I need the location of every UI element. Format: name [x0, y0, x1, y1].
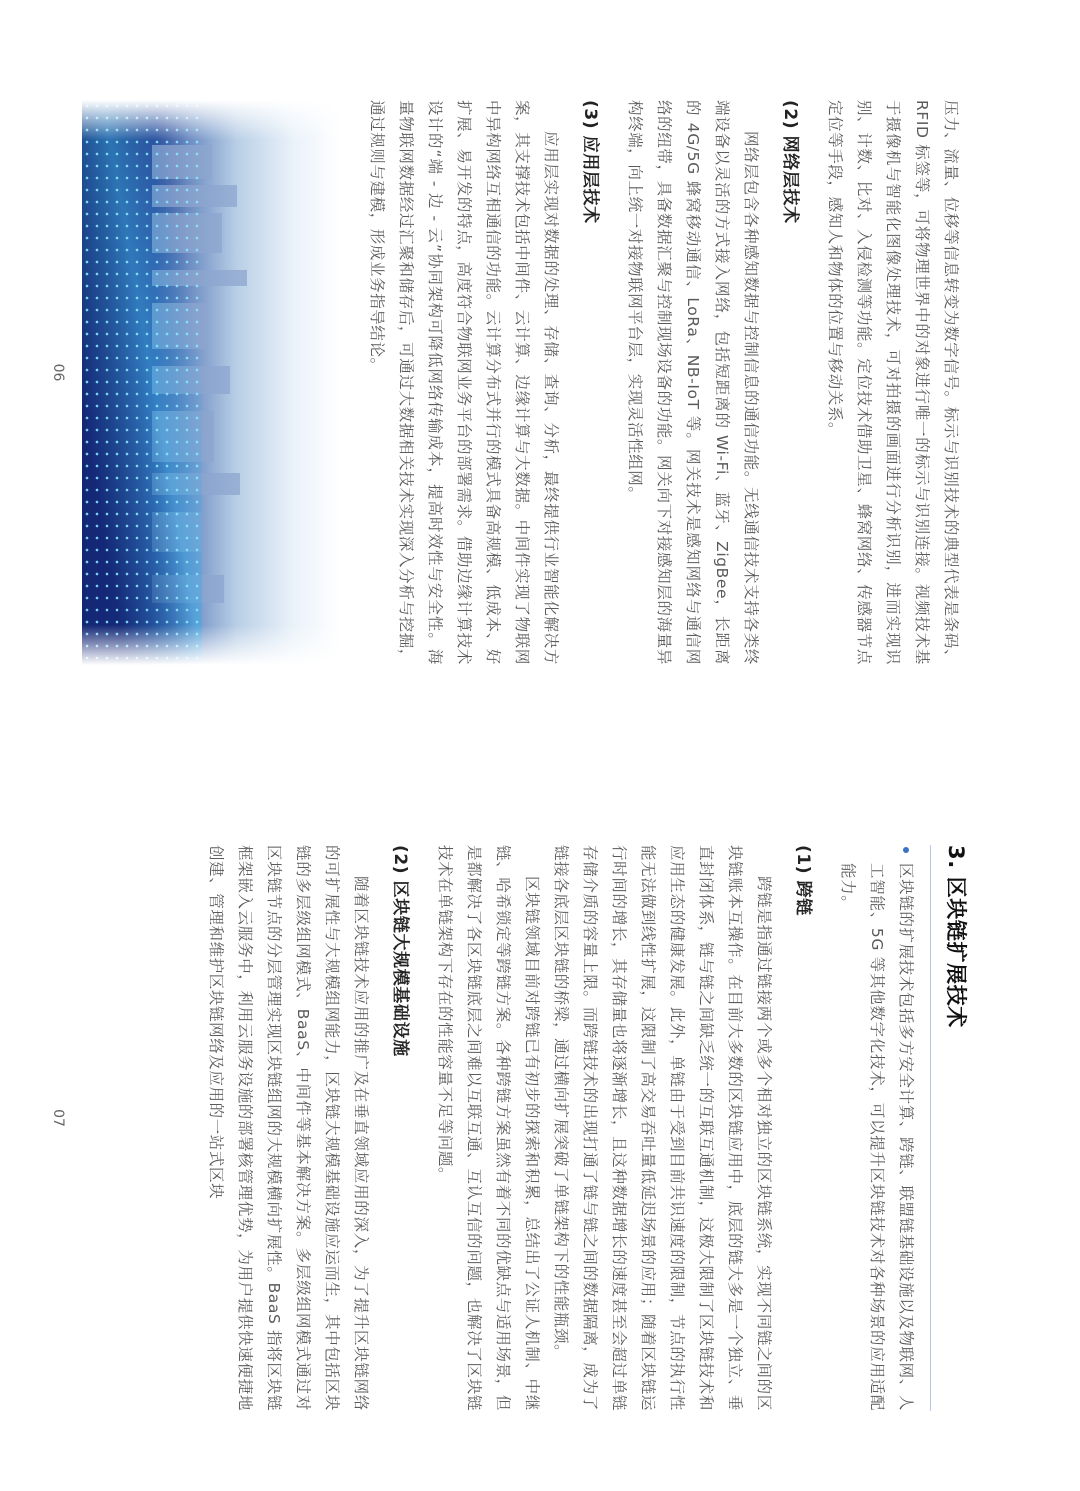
- network-mesh-graphic: [82, 100, 202, 665]
- infrastructure-body: 随着区块链技术应用的推广及在垂直领域应用的深入，为了提升区块链网络的可扩展性与大规模组网能力，区块链大规模基础设施应运而生，其中包括区块链的多层级组网模式、BaaS、中间件等基本解决方案。多层级组网模式通过对区块链节点的分层管理实现区块链组网的大规模横向扩展性。BaaS 指将区块链框架嵌入云服务中，利用云服务设施的部署核管理优势，为用户提供快速便捷地创建、管理和维护区块链网络及应用的一站式区块: [207, 845, 370, 1411]
- network-layer-body: 网络层包含各种感知数据与控制信息的通信功能。无线通信技术支持各类终端设备以灵活的方式接入网络，包括短距离的 Wi-Fi、蓝牙、ZigBee，长距离的 4G/5G 蜂窝移动通信、LoRa、NB-IoT 等。网关技术是感知网络与通信网络的纽带，具备数据汇聚与控制现场设备的功能。网关向下对接感知层的海量异构终端，向上统一对接物联网平台层，实现灵活性组网。: [626, 100, 760, 665]
- page-06-slot: [0, 0, 1080, 745]
- page-number: 06: [50, 363, 66, 382]
- page-07: [0, 745, 1080, 1491]
- application-layer-heading: (3) 应用层技术: [580, 100, 600, 224]
- crosschain-paragraph-2: 区块链领域目前对跨链已有初步的探索和积累，总结出了公证人机制、中继链、哈希锁定等跨链方案。各种跨链方案虽然有着不同的优缺点与适用场景，但是都解决了各区块链底层之间难以互联互通、互认互信的问题，也解决了区块链技术在单链架构下存在的性能容量不足等问题。: [436, 845, 541, 1411]
- crosschain-paragraph-1: 跨链是指通过链接两个或多个相对独立的区块链系统，实现不同链之间的区块链账本互操作。在目前大多数的区块链应用中，底层的链大多是一个独立、垂直封闭体系，链与链之间缺乏统一的互联互通机制，这极大限制了区块链技术和应用生态的健康发展。此外，单链由于受到目前共识速度的限制，节点的执行性能无法做到线性扩展，这限制了高交易吞吐量低延迟场景的应用；随着区块链运行时间的增长，其存储量也将逐渐增长，且这种数据增长的速度甚至会超过单链存储介质的容量上限。而跨链技术的出现打通了链与链之间的数据隔离，成为了链接各底层区块链的桥梁，通过横向扩展突破了单链架构下的性能瓶颈。: [552, 845, 773, 1411]
- crosschain-heading: (1) 跨链: [793, 845, 813, 916]
- page-07-slot: [0, 745, 1080, 1491]
- network-layer-heading: (2) 网络层技术: [780, 100, 800, 224]
- city-network-image: [82, 100, 340, 665]
- section-title: 3. 区块链扩展技术: [930, 845, 970, 1411]
- intro-paragraph: 压力、流量、位移等信息转变为数字信号。标示与识别技术的典型代表是条码、RFID 标签等，可将物理世界中的对象进行唯一的标示与识别连接。视频技术基于摄像机与智能化图像处理技术，可对拍摄的画面进行分析识别，进而实现识别、计数、比对、入侵检测等功能。定位技术借助卫星、蜂窝网络、传感器节点定位等手段，感知人和物体的位置与移动关系。: [826, 100, 960, 665]
- bullet-paragraph: 区块链的扩展技术包括多方安全计算、跨链、联盟链基础设施以及物联网、人工智能、5G 等其他数字化技术，可以提升区块链技术对各种场景的应用适配能力。: [833, 845, 920, 1411]
- page-06-content: [82, 100, 965, 665]
- application-layer-body: 应用层实现对数据的处理、存储、查询、分析，最终提供行业智能化解决方案，其支撑技术包括中间件、云计算、边缘计算与大数据。中间件实现了物联网中异构网络互相通信的功能。云计算分布式并行的模式具备高规模、低成本、好扩展、易开发的特点，高度符合物联网业务平台的部署需求。借助边缘计算技术设计的“端 - 边 - 云”协同架构可降低网络传输成本，提高时效性与安全性。海量物联网数据经过汇聚和储存后，可通过大数据相关技术实现深入分析与挖掘，通过规则与建模，形成业务指导结论。: [368, 100, 560, 665]
- page-number: 07: [50, 1109, 66, 1127]
- page-06: [0, 0, 1080, 745]
- infrastructure-heading: (2) 区块链大规模基础设施: [390, 845, 410, 1057]
- page-07-content: [201, 845, 970, 1411]
